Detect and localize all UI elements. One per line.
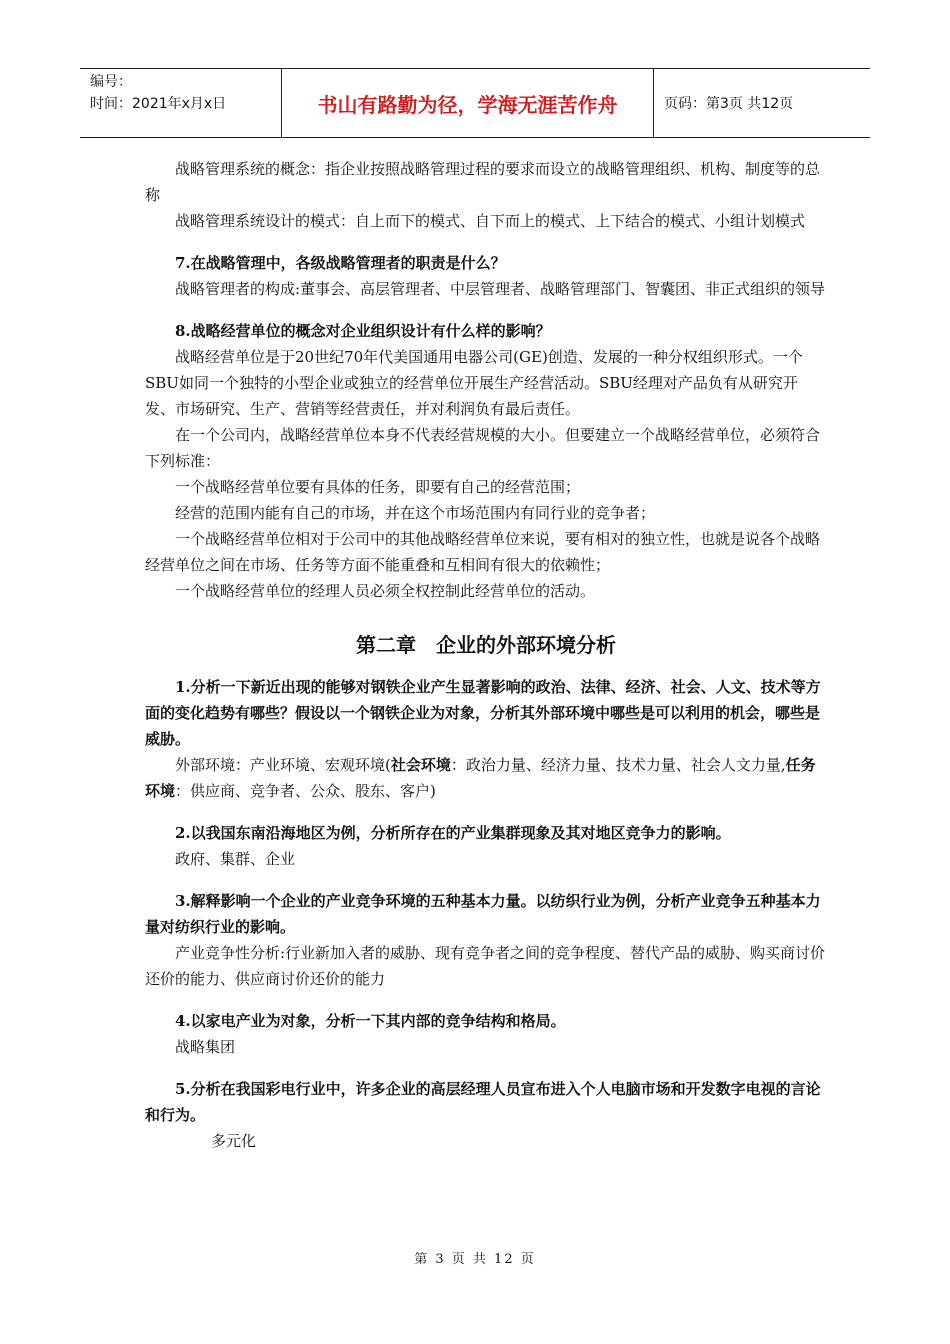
date-label: 时间：2021年x月x日: [90, 96, 227, 112]
question-heading: 5.分析在我国彩电行业中，许多企业的高层经理人员宣布进入个人电脑市场和开发数字电视的言论和行为。: [145, 1080, 821, 1124]
paragraph: 战略集团: [175, 1038, 236, 1056]
header-meta: [80, 69, 282, 137]
paragraph: 经营的范围内能有自己的市场，并在这个市场范围内有同行业的竞争者；: [175, 504, 656, 522]
paragraph: 一个战略经营单位相对于公司中的其他战略经营单位来说，要有相对的独立性，也就是说各个战略经营单位之间在市场、任务等方面不能重叠和互相间有很大的依赖性；: [145, 530, 821, 574]
page-header: [80, 68, 870, 138]
question-heading: 3.解释影响一个企业的产业竞争环境的五种基本力量。以纺织行业为例，分析产业竞争五种基本力量对纺织行业的影响。: [145, 892, 821, 936]
question-heading: 4.以家电产业为对象，分析一下其内部的竞争结构和格局。: [175, 1012, 566, 1030]
header-motto: 书山有路勤为径，学海无涯苦作舟: [282, 69, 654, 137]
paragraph: 政府、集群、企业: [175, 850, 296, 868]
paragraph: 多元化: [211, 1132, 257, 1150]
number-label: 编号：: [90, 74, 132, 90]
paragraph: 在一个公司内，战略经营单位本身不代表经营规模的大小。但要建立一个战略经营单位，必须符合下列标准：: [145, 426, 821, 470]
paragraph: 一个战略经营单位的经理人员必须全权控制此经营单位的活动。: [175, 582, 596, 600]
paragraph: 战略管理者的构成:董事会、高层管理者、中层管理者、战略管理部门、智囊团、非正式组织的领导: [175, 280, 826, 298]
page-footer: 第 3 页 共 12 页: [414, 1252, 536, 1267]
bold-term: 任务环境: [145, 756, 816, 800]
bold-term: 社会环境: [390, 756, 451, 774]
paragraph: 产业竞争性分析:行业新加入者的威胁、现有竞争者之间的竞争程度、替代产品的威胁、购买商讨价还价的能力、供应商讨价还价的能力: [145, 944, 826, 988]
text-span: ：政治力量、经济力量、技术力量、社会人文力量,: [450, 756, 786, 774]
paragraph: 一个战略经营单位要有具体的任务，即要有自己的经营范围；: [175, 478, 581, 496]
paragraph: 战略经营单位是于20世纪70年代美国通用电器公司(GE)创造、发展的一种分权组织形式。一个SBU如同一个独特的小型企业或独立的经营单位开展生产经营活动。SBU经理对产品负有从研究开发、市场研究、生产、营销等经营责任，并对利润负有最后责任。: [145, 348, 803, 418]
question-heading: 7.在战略管理中，各级战略管理者的职责是什么？: [175, 254, 506, 272]
document-body: [145, 156, 827, 1154]
question-heading: 1.分析一下新近出现的能够对钢铁企业产生显著影响的政治、法律、经济、社会、人文、技术等方面的变化趋势有哪些？假设以一个钢铁企业为对象，分析其外部环境中哪些是可以利用的机会，哪些是威胁。: [145, 678, 821, 748]
header-page-info: 页码：第3页 共12页: [664, 96, 794, 112]
paragraph: 战略管理系统设计的模式：自上而下的模式、自下而上的模式、上下结合的模式、小组计划模式: [175, 212, 806, 230]
text-span: ：供应商、竞争者、公众、股东、客户): [175, 782, 436, 800]
paragraph: 战略管理系统的概念：指企业按照战略管理过程的要求而设立的战略管理组织、机构、制度等的总称: [145, 160, 821, 204]
question-heading: 2.以我国东南沿海地区为例，分析所存在的产业集群现象及其对地区竞争力的影响。: [175, 824, 731, 842]
text-span: 外部环境：产业环境、宏观环境(: [175, 756, 391, 774]
chapter-title: 第二章 企业的外部环境分析: [356, 633, 616, 657]
question-heading: 8.战略经营单位的概念对企业组织设计有什么样的影响？: [175, 322, 551, 340]
paragraph: [145, 752, 827, 804]
